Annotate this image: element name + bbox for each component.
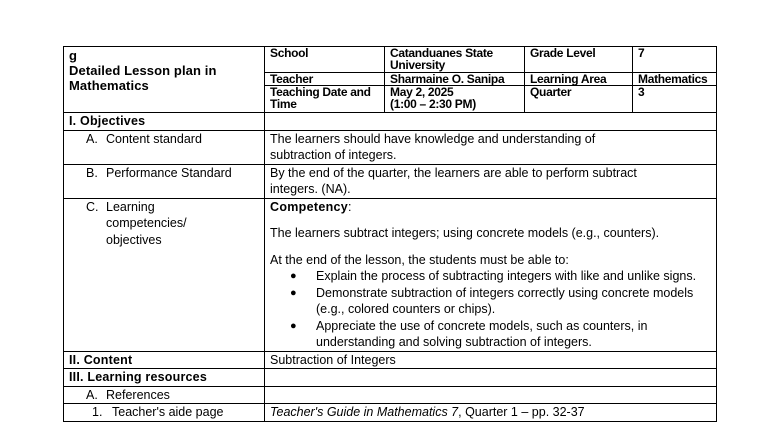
references-empty-cell (265, 386, 717, 404)
content-standard-row (64, 130, 717, 164)
learning-area-value: Mathematics (633, 73, 717, 86)
objectives-section-row (64, 113, 717, 131)
header-table (63, 46, 717, 113)
content-standard-label: A. Content standard (64, 130, 265, 164)
references-row (64, 386, 717, 404)
learning-resources-row (64, 369, 717, 387)
learning-competencies-label: C. Learning competencies/ objectives (64, 198, 265, 351)
teaching-date-label: Teaching Date and Time (265, 86, 385, 113)
content-row (64, 351, 717, 369)
lesson-plan-page (63, 46, 716, 422)
objectives-list (270, 268, 716, 351)
quarter-label: Quarter (525, 86, 633, 113)
quarter-value: 3 (633, 86, 717, 113)
teacher-label: Teacher (265, 73, 385, 86)
title-line-2: Mathematics (69, 78, 149, 93)
content-heading: II. Content (64, 351, 265, 369)
teaching-date-value: May 2, 2025 (1:00 – 2:30 PM) (385, 86, 525, 113)
list-item: ● Demonstrate subtraction of integers correctly using concrete models (e.g., colored counters or chips). (290, 285, 694, 316)
objectives-empty-cell (265, 113, 717, 131)
teachers-aide-label: 1. Teacher's aide page (64, 404, 265, 422)
lesson-body-table (63, 112, 717, 422)
content-standard-value: The learners should have knowledge and understanding of subtraction of integers. (265, 130, 717, 164)
objectives-heading: I. Objectives (64, 113, 265, 131)
objectives-intro: At the end of the lesson, the students must be able to: (270, 252, 569, 267)
document-title-cell (64, 47, 265, 113)
grade-level-label: Grade Level (525, 47, 633, 73)
references-label: A. References (64, 386, 265, 404)
grade-level-value: 7 (633, 47, 717, 73)
bullet-icon: ● (290, 286, 297, 299)
learning-resources-empty-cell (265, 369, 717, 387)
teachers-aide-value: Teacher's Guide in Mathematics 7, Quarter 1 – pp. 32-37 (265, 404, 717, 422)
learning-competencies-value (265, 198, 717, 351)
title-line-1: Detailed Lesson plan in (69, 63, 217, 78)
learning-resources-heading: III. Learning resources (64, 369, 265, 387)
teacher-value: Sharmaine O. Sanipa (385, 73, 525, 86)
title-prefix: g (69, 48, 78, 63)
bullet-icon: ● (290, 319, 297, 332)
performance-standard-value: By the end of the quarter, the learners are able to perform subtract integers. (NA). (265, 164, 717, 198)
competency-heading: Competency: (270, 199, 352, 214)
school-value: Catanduanes State University (385, 47, 525, 73)
learning-area-label: Learning Area (525, 73, 633, 86)
list-item: ● Explain the process of subtracting integers with like and unlike signs. (290, 269, 697, 283)
list-item: ● Appreciate the use of concrete models, such as counters, in understanding and solving subtraction of integers. (290, 318, 648, 349)
school-label: School (265, 47, 385, 73)
learning-competencies-row (64, 198, 717, 351)
content-value: Subtraction of Integers (265, 351, 717, 369)
performance-standard-row (64, 164, 717, 198)
performance-standard-label: B. Performance Standard (64, 164, 265, 198)
teachers-aide-row (64, 404, 717, 422)
competency-text: The learners subtract integers; using concrete models (e.g., counters). (270, 226, 660, 240)
bullet-icon: ● (290, 270, 297, 282)
